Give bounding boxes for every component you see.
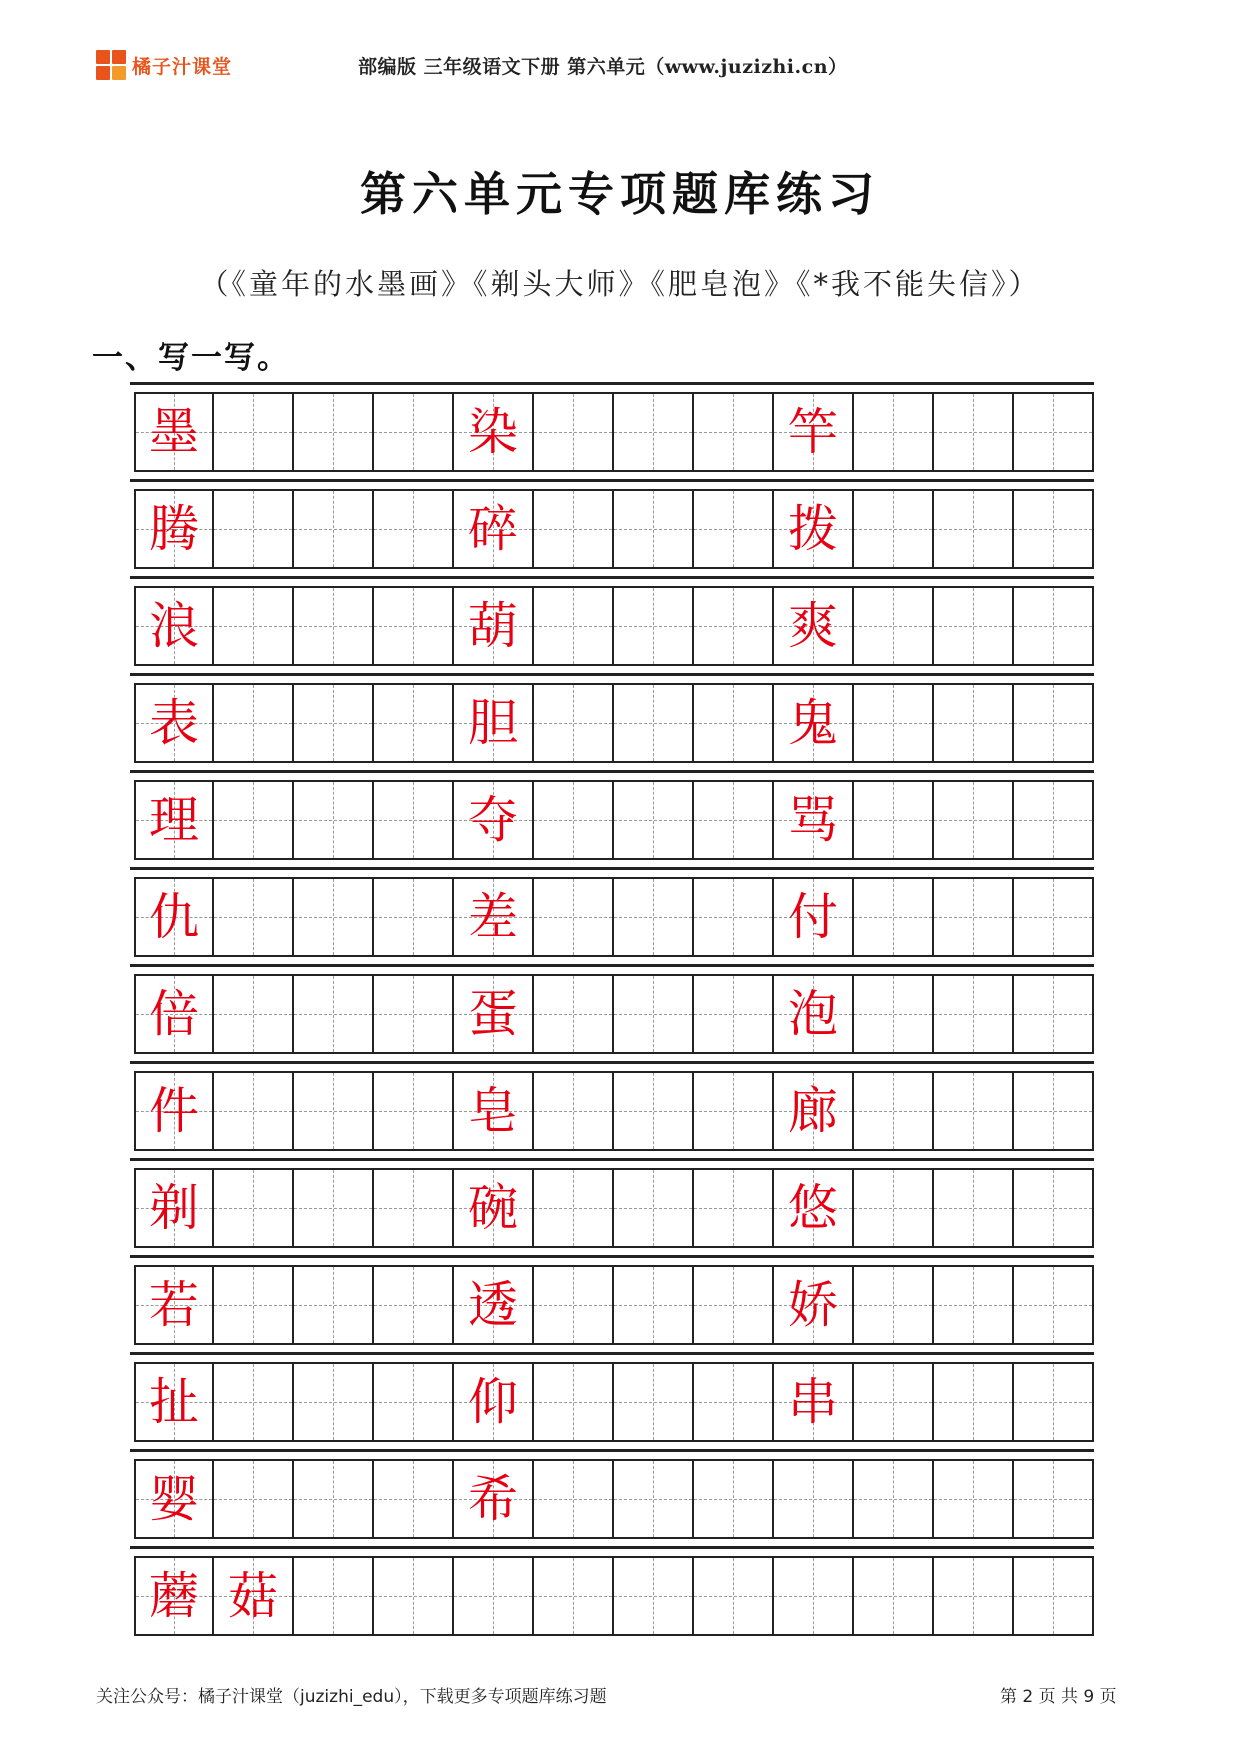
writing-cell[interactable]	[854, 780, 934, 860]
writing-cell[interactable]	[694, 1071, 774, 1151]
writing-cell[interactable]	[134, 586, 214, 666]
writing-cell[interactable]	[134, 1459, 214, 1539]
row-divider	[130, 964, 1094, 967]
sample-character: 胆	[468, 694, 518, 752]
writing-cell[interactable]	[374, 392, 454, 472]
writing-cell[interactable]	[134, 683, 214, 763]
writing-cell[interactable]	[134, 1168, 214, 1248]
writing-cell[interactable]	[294, 683, 374, 763]
writing-cell[interactable]	[374, 1168, 454, 1248]
writing-cell[interactable]	[134, 1556, 214, 1636]
sample-character: 碗	[468, 1179, 518, 1237]
row-divider	[130, 1449, 1094, 1452]
writing-cell[interactable]	[1014, 1168, 1094, 1248]
writing-cell[interactable]	[214, 392, 294, 472]
writing-cell[interactable]	[614, 1071, 694, 1151]
sample-character: 差	[468, 888, 518, 946]
sample-character: 蘑	[149, 1567, 199, 1625]
page-header	[96, 46, 1176, 86]
row-divider	[130, 1158, 1094, 1161]
sample-character: 串	[788, 1373, 838, 1431]
writing-cell[interactable]	[534, 683, 614, 763]
writing-cell[interactable]	[374, 1071, 454, 1151]
writing-cell[interactable]	[1014, 683, 1094, 763]
footer-note: 关注公众号：橘子汁课堂（juzizhi_edu），下载更多专项题库练习题	[96, 1687, 607, 1707]
writing-cell[interactable]	[134, 974, 214, 1054]
sample-character: 拨	[788, 500, 838, 558]
writing-cell[interactable]	[774, 1459, 854, 1539]
logo-text: 橘子汁课堂	[132, 55, 233, 78]
writing-cell[interactable]	[294, 780, 374, 860]
sample-character: 希	[468, 1470, 518, 1528]
row-divider	[130, 673, 1094, 676]
writing-cell[interactable]	[854, 974, 934, 1054]
practice-row	[134, 1071, 1094, 1151]
row-divider	[130, 479, 1094, 482]
writing-cell[interactable]	[454, 1168, 534, 1248]
writing-cell[interactable]	[694, 683, 774, 763]
sample-character: 悠	[788, 1179, 838, 1237]
sample-character: 付	[788, 888, 838, 946]
writing-cell[interactable]	[614, 1362, 694, 1442]
writing-cell[interactable]	[1014, 877, 1094, 957]
writing-cell[interactable]	[774, 974, 854, 1054]
practice-row	[134, 1556, 1094, 1636]
writing-cell[interactable]	[214, 1459, 294, 1539]
writing-cell[interactable]	[294, 392, 374, 472]
row-divider	[130, 1061, 1094, 1064]
writing-cell[interactable]	[134, 489, 214, 569]
writing-cell[interactable]	[854, 1265, 934, 1345]
sample-character: 腾	[149, 500, 199, 558]
writing-cell[interactable]	[294, 1362, 374, 1442]
row-divider	[130, 867, 1094, 870]
writing-cell[interactable]	[374, 974, 454, 1054]
writing-cell[interactable]	[294, 1459, 374, 1539]
writing-cell[interactable]	[614, 1556, 694, 1636]
writing-cell[interactable]	[854, 1459, 934, 1539]
sample-character: 倍	[149, 985, 199, 1043]
writing-cell[interactable]	[694, 877, 774, 957]
writing-cell[interactable]	[694, 586, 774, 666]
writing-cell[interactable]	[614, 392, 694, 472]
header-title: 部编版 三年级语文下册 第六单元（www.juzizhi.cn）	[358, 56, 848, 78]
writing-cell[interactable]	[454, 1362, 534, 1442]
row-divider	[130, 1255, 1094, 1258]
lesson-list: （《童年的水墨画》《剃头大师》《肥皂泡》《*我不能失信》）	[199, 267, 1041, 301]
sample-character: 娇	[788, 1276, 838, 1334]
writing-cell[interactable]	[454, 586, 534, 666]
writing-cell[interactable]	[214, 877, 294, 957]
writing-cell[interactable]	[534, 974, 614, 1054]
writing-cell[interactable]	[534, 392, 614, 472]
sample-character: 骂	[788, 791, 838, 849]
practice-row	[134, 683, 1094, 763]
writing-cell[interactable]	[774, 1362, 854, 1442]
writing-cell[interactable]	[774, 1265, 854, 1345]
writing-cell[interactable]	[534, 1556, 614, 1636]
writing-cell[interactable]	[614, 1265, 694, 1345]
writing-cell[interactable]	[934, 489, 1014, 569]
writing-cell[interactable]	[614, 974, 694, 1054]
writing-cell[interactable]	[294, 1556, 374, 1636]
writing-cell[interactable]	[454, 1071, 534, 1151]
writing-grid	[130, 384, 1090, 1654]
sample-character: 碎	[468, 500, 518, 558]
sample-character: 件	[149, 1082, 199, 1140]
writing-cell[interactable]	[294, 1265, 374, 1345]
writing-cell[interactable]	[854, 1556, 934, 1636]
writing-cell[interactable]	[134, 1265, 214, 1345]
writing-cell[interactable]	[134, 1071, 214, 1151]
writing-cell[interactable]	[454, 877, 534, 957]
writing-cell[interactable]	[614, 780, 694, 860]
writing-cell[interactable]	[774, 392, 854, 472]
sample-character: 婴	[149, 1470, 199, 1528]
writing-cell[interactable]	[214, 1556, 294, 1636]
writing-cell[interactable]	[614, 877, 694, 957]
writing-cell[interactable]	[1014, 780, 1094, 860]
sample-character: 泡	[788, 985, 838, 1043]
writing-cell[interactable]	[854, 586, 934, 666]
writing-cell[interactable]	[1014, 392, 1094, 472]
writing-cell[interactable]	[294, 586, 374, 666]
writing-cell[interactable]	[454, 683, 534, 763]
sample-character: 廊	[788, 1082, 838, 1140]
writing-cell[interactable]	[134, 877, 214, 957]
writing-cell[interactable]	[614, 489, 694, 569]
sample-character: 浪	[149, 597, 199, 655]
writing-cell[interactable]	[214, 1168, 294, 1248]
writing-cell[interactable]	[214, 1071, 294, 1151]
writing-cell[interactable]	[534, 1265, 614, 1345]
logo-icon	[96, 50, 126, 80]
writing-cell[interactable]	[214, 1362, 294, 1442]
writing-cell[interactable]	[294, 877, 374, 957]
writing-cell[interactable]	[774, 1071, 854, 1151]
writing-cell[interactable]	[854, 1168, 934, 1248]
sample-character: 竿	[788, 403, 838, 461]
writing-cell[interactable]	[454, 489, 534, 569]
writing-cell[interactable]	[214, 1265, 294, 1345]
practice-row	[134, 1265, 1094, 1345]
sample-character: 仰	[468, 1373, 518, 1431]
writing-cell[interactable]	[1014, 1265, 1094, 1345]
writing-cell[interactable]	[374, 489, 454, 569]
writing-cell[interactable]	[854, 1071, 934, 1151]
writing-cell[interactable]	[934, 1071, 1014, 1151]
writing-cell[interactable]	[534, 877, 614, 957]
writing-cell[interactable]	[454, 1459, 534, 1539]
writing-cell[interactable]	[454, 1265, 534, 1345]
writing-cell[interactable]	[854, 877, 934, 957]
sample-character: 理	[149, 791, 199, 849]
writing-cell[interactable]	[454, 1556, 534, 1636]
row-divider	[130, 1352, 1094, 1355]
writing-cell[interactable]	[774, 1556, 854, 1636]
sample-character: 鬼	[788, 694, 838, 752]
writing-cell[interactable]	[294, 489, 374, 569]
writing-cell[interactable]	[694, 1459, 774, 1539]
writing-cell[interactable]	[934, 392, 1014, 472]
writing-cell[interactable]	[774, 877, 854, 957]
page-title: 第六单元专项题库练习	[360, 167, 880, 221]
practice-row	[134, 586, 1094, 666]
writing-cell[interactable]	[1014, 1071, 1094, 1151]
sample-character: 葫	[468, 597, 518, 655]
writing-cell[interactable]	[214, 780, 294, 860]
writing-cell[interactable]	[374, 1362, 454, 1442]
writing-cell[interactable]	[614, 1459, 694, 1539]
practice-row	[134, 974, 1094, 1054]
writing-cell[interactable]	[214, 683, 294, 763]
writing-cell[interactable]	[534, 1071, 614, 1151]
writing-cell[interactable]	[854, 392, 934, 472]
practice-row	[134, 1362, 1094, 1442]
writing-cell[interactable]	[214, 586, 294, 666]
writing-cell[interactable]	[1014, 489, 1094, 569]
page-number: 第 2 页 共 9 页	[1000, 1687, 1117, 1707]
row-divider	[130, 1546, 1094, 1549]
row-divider	[130, 576, 1094, 579]
practice-row	[134, 489, 1094, 569]
row-divider	[130, 382, 1094, 385]
writing-cell[interactable]	[454, 780, 534, 860]
writing-cell[interactable]	[134, 1362, 214, 1442]
writing-cell[interactable]	[934, 1265, 1014, 1345]
writing-cell[interactable]	[1014, 1459, 1094, 1539]
writing-cell[interactable]	[534, 1362, 614, 1442]
writing-cell[interactable]	[774, 586, 854, 666]
writing-cell[interactable]	[614, 586, 694, 666]
writing-cell[interactable]	[534, 489, 614, 569]
sample-character: 扯	[149, 1373, 199, 1431]
writing-cell[interactable]	[934, 974, 1014, 1054]
writing-cell[interactable]	[694, 392, 774, 472]
writing-cell[interactable]	[1014, 586, 1094, 666]
writing-cell[interactable]	[134, 392, 214, 472]
sample-character: 墨	[149, 403, 199, 461]
sample-character: 若	[149, 1276, 199, 1334]
sample-character: 蛋	[468, 985, 518, 1043]
writing-cell[interactable]	[694, 1265, 774, 1345]
sample-character: 表	[149, 694, 199, 752]
writing-cell[interactable]	[534, 1168, 614, 1248]
writing-cell[interactable]	[214, 489, 294, 569]
sample-character: 爽	[788, 597, 838, 655]
practice-row	[134, 392, 1094, 472]
writing-cell[interactable]	[1014, 974, 1094, 1054]
writing-cell[interactable]	[854, 683, 934, 763]
writing-cell[interactable]	[294, 1071, 374, 1151]
writing-cell[interactable]	[774, 683, 854, 763]
writing-cell[interactable]	[934, 683, 1014, 763]
row-divider	[130, 770, 1094, 773]
practice-row	[134, 1168, 1094, 1248]
writing-cell[interactable]	[374, 586, 454, 666]
writing-cell[interactable]	[1014, 1362, 1094, 1442]
logo	[96, 50, 232, 80]
writing-cell[interactable]	[934, 877, 1014, 957]
writing-cell[interactable]	[934, 780, 1014, 860]
writing-cell[interactable]	[454, 974, 534, 1054]
writing-cell[interactable]	[294, 1168, 374, 1248]
writing-cell[interactable]	[374, 683, 454, 763]
sample-character: 夺	[468, 791, 518, 849]
sample-character: 剃	[149, 1179, 199, 1237]
writing-cell[interactable]	[774, 1168, 854, 1248]
writing-cell[interactable]	[374, 780, 454, 860]
writing-cell[interactable]	[134, 780, 214, 860]
writing-cell[interactable]	[374, 1459, 454, 1539]
writing-cell[interactable]	[934, 1168, 1014, 1248]
writing-cell[interactable]	[854, 489, 934, 569]
sample-character: 菇	[228, 1567, 278, 1625]
sample-character: 仇	[149, 888, 199, 946]
writing-cell[interactable]	[374, 877, 454, 957]
writing-cell[interactable]	[374, 1556, 454, 1636]
sample-character: 染	[468, 403, 518, 461]
writing-cell[interactable]	[774, 489, 854, 569]
sample-character: 透	[468, 1276, 518, 1334]
writing-cell[interactable]	[774, 780, 854, 860]
writing-cell[interactable]	[1014, 1556, 1094, 1636]
section-heading: 一、写一写。	[92, 340, 290, 376]
writing-cell[interactable]	[614, 683, 694, 763]
writing-cell[interactable]	[934, 1362, 1014, 1442]
writing-cell[interactable]	[614, 1168, 694, 1248]
writing-cell[interactable]	[454, 392, 534, 472]
writing-cell[interactable]	[694, 974, 774, 1054]
writing-cell[interactable]	[374, 1265, 454, 1345]
sample-character: 皂	[468, 1082, 518, 1140]
writing-cell[interactable]	[934, 1556, 1014, 1636]
writing-cell[interactable]	[214, 974, 294, 1054]
writing-cell[interactable]	[934, 1459, 1014, 1539]
writing-cell[interactable]	[694, 780, 774, 860]
writing-cell[interactable]	[694, 1362, 774, 1442]
writing-cell[interactable]	[694, 1168, 774, 1248]
writing-cell[interactable]	[694, 1556, 774, 1636]
writing-cell[interactable]	[934, 586, 1014, 666]
practice-row	[134, 877, 1094, 957]
writing-cell[interactable]	[854, 1362, 934, 1442]
writing-cell[interactable]	[534, 586, 614, 666]
practice-row	[134, 780, 1094, 860]
writing-cell[interactable]	[294, 974, 374, 1054]
writing-cell[interactable]	[534, 780, 614, 860]
writing-cell[interactable]	[694, 489, 774, 569]
practice-row	[134, 1459, 1094, 1539]
writing-cell[interactable]	[534, 1459, 614, 1539]
